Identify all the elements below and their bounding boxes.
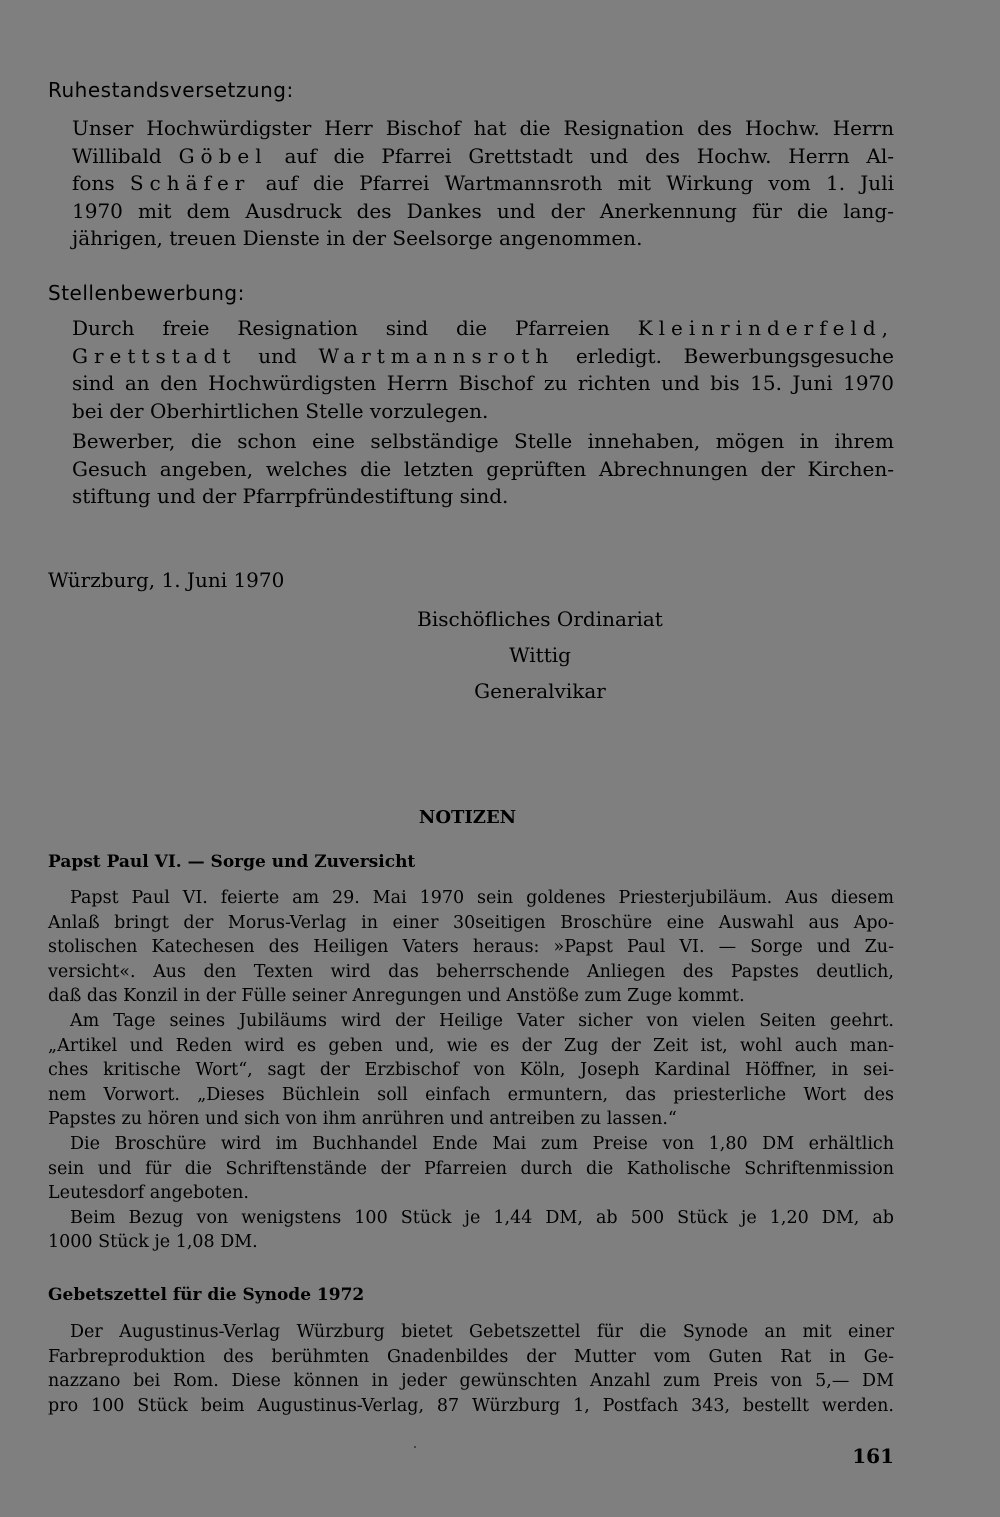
stellenbewerbung-paragraph-2 [72,428,894,511]
text-line: jährigen, treuen Dienste in der Seelsorge angenommen. [72,226,643,250]
text-line: versicht«. Aus den Texten wird das beherrschende Anliegen des Papstes deutlich, [48,961,894,982]
text-line: Anlaß bringt der Morus-Verlag in einer 30seitigen Broschüre eine Auswahl aus Apo- [48,912,894,933]
text-line: Der Augustinus-Verlag Würzburg bietet Gebetszettel für die Synode an mit einer [70,1322,894,1342]
print-speck [414,1446,416,1448]
text-line: nem Vorwort. „Dieses Büchlein soll einfach ermuntern, das priesterliche Wort des [48,1084,894,1105]
text-line: bei der Oberhirtlichen Stelle vorzulegen. [72,398,489,423]
text-line: Grettstadt und Wartmannsroth erledigt. Bewerbungsgesuche [72,343,895,368]
text-line: Unser Hochwürdigster Herr Bischof hat die Resignation des Hochw. Herrn [72,116,894,140]
text-line: Papstes zu hören und sich von ihm anrühren und antreiben zu lassen.“ [48,1109,677,1130]
page-number: 161 [852,1444,894,1468]
article-body-papst [48,886,894,1255]
text-line: pro 100 Stück beim Augustinus-Verlag, 87 Würzburg 1, Postfach 343, bestellt werden. [48,1395,894,1416]
article-body-gebetszettel [48,1320,894,1418]
signature-office: Bischöfliches Ordinariat [417,607,663,631]
section-heading-ruhestand: Ruhestandsversetzung: [48,78,294,102]
text-line: Gesuch angeben, welches die letzten geprüften Abrechnungen der Kirchen- [72,456,894,481]
text-line: Leutesdorf angeboten. [48,1183,249,1204]
text-line: daß das Konzil in der Fülle seiner Anregungen und Anstöße zum Zuge kommt. [48,986,745,1007]
text-line: sind an den Hochwürdigsten Herrn Bischof zu richten und bis 15. Juni 1970 [72,371,894,395]
text-line: fons Schäfer auf die Pfarrei Wartmannsroth mit Wirkung vom 1. Juli [72,171,894,195]
article-heading-papst: Papst Paul VI. — Sorge und Zuversicht [48,852,416,872]
section-heading-stellenbewerbung: Stellenbewerbung: [48,281,245,305]
text-line: Beim Bezug von wenigstens 100 Stück je 1,44 DM, ab 500 Stück je 1,20 DM, ab [70,1207,894,1228]
text-line: nazzano bei Rom. Diese können in jeder gewünschten Anzahl zum Preis von 5,— DM [48,1371,894,1392]
article-heading-gebetszettel: Gebetszettel für die Synode 1972 [48,1285,365,1305]
text-line: Farbreproduktion des berühmten Gnadenbildes der Mutter vom Guten Rat in Ge- [48,1346,894,1367]
text-line: Die Broschüre wird im Buchhandel Ende Mai zum Preise von 1,80 DM erhältlich [70,1133,894,1154]
text-line: stiftung und der Pfarrpfründestiftung sind. [72,484,509,508]
signature-title: Generalvikar [474,679,606,703]
text-line: stolischen Katechesen des Heiligen Vaters heraus: »Papst Paul VI. — Sorge und Zu- [48,937,894,958]
text-line: Papst Paul VI. feierte am 29. Mai 1970 sein goldenes Priesterjubiläum. Aus diesem [70,888,894,908]
ruhestand-paragraph [72,115,894,253]
notizen-title: NOTIZEN [418,807,517,828]
text-line: Bewerber, die schon eine selbständige Stelle innehaben, mögen in ihrem [72,429,894,453]
text-line: Willibald Göbel auf die Pfarrei Grettstadt und des Hochw. Herrn Al- [72,143,895,168]
text-line: sein und für die Schriftenstände der Pfarreien durch die Katholische Schriftenmission [48,1158,894,1179]
text-line: „Artikel und Reden wird es geben und, wie es der Zug der Zeit ist, wohl auch man- [48,1035,894,1056]
text-line: 1970 mit dem Ausdruck des Dankes und der Anerkennung für die lang- [72,198,894,223]
text-line: Durch freie Resignation sind die Pfarreien Kleinrinderfeld, [72,316,894,340]
stellenbewerbung-paragraph-1 [72,315,894,425]
text-line: 1000 Stück je 1,08 DM. [48,1232,258,1253]
text-line: ches kritische Wort“, sagt der Erzbischof von Köln, Joseph Kardinal Höffner, in sei- [48,1060,894,1081]
place-date: Würzburg, 1. Juni 1970 [48,568,285,592]
text-line: Am Tage seines Jubiläums wird der Heilige Vater sicher von vielen Seiten geehrt. [70,1010,894,1031]
signature-name: Wittig [509,643,571,667]
